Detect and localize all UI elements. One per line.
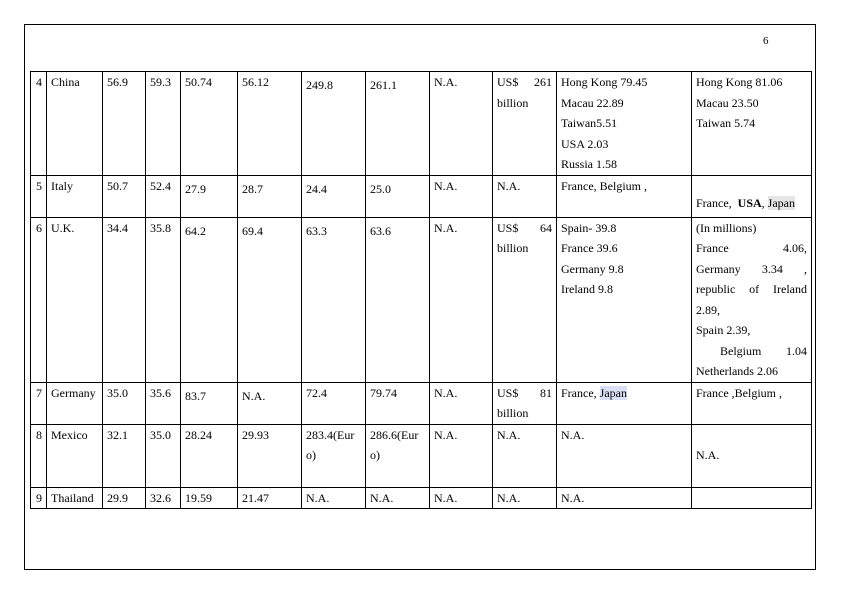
row-number: 9	[31, 487, 47, 509]
value-cell: 24.4	[302, 175, 366, 217]
value-cell: 59.3	[146, 72, 181, 176]
value-cell: 286.6(Eur o)	[366, 424, 430, 487]
value-cell: N.A.	[493, 175, 557, 217]
value-cell: N.A.	[430, 424, 493, 487]
value-cell: 63.6	[366, 217, 430, 382]
highlighted-text: Japan	[767, 195, 795, 210]
country-cell: Germany	[47, 382, 103, 424]
country-cell: Thailand	[47, 487, 103, 509]
value-cell: 28.24	[181, 424, 238, 487]
value-cell: 27.9	[181, 175, 238, 217]
value-cell: 83.7	[181, 382, 238, 424]
value-cell: US$ 261 billion	[493, 72, 557, 176]
partner-list-cell: France ,Belgium ,	[692, 382, 812, 424]
partner-list-cell: N.A.	[557, 487, 692, 509]
row-number: 6	[31, 217, 47, 382]
partner-list-cell: N.A.	[557, 424, 692, 487]
value-cell: 261.1	[366, 72, 430, 176]
partner-list-cell	[692, 487, 812, 509]
value-cell: N.A.	[238, 382, 302, 424]
value-cell: 19.59	[181, 487, 238, 509]
value-cell: 72.4	[302, 382, 366, 424]
value-cell: 56.9	[103, 72, 146, 176]
value-cell: N.A.	[493, 487, 557, 509]
value-cell: US$ 81 billion	[493, 382, 557, 424]
country-cell: Mexico	[47, 424, 103, 487]
value-cell: N.A.	[493, 424, 557, 487]
partner-list-cell: France, Belgium ,	[557, 175, 692, 217]
value-cell: 283.4(Eur o)	[302, 424, 366, 487]
partner-list-cell: N.A.	[692, 424, 812, 487]
value-cell: 50.7	[103, 175, 146, 217]
value-cell: 35.8	[146, 217, 181, 382]
value-cell: 32.6	[146, 487, 181, 509]
value-cell: 52.4	[146, 175, 181, 217]
value-cell: 29.9	[103, 487, 146, 509]
country-cell: U.K.	[47, 217, 103, 382]
partner-list-cell: (In millions) France 4.06, Germany 3.34 , republic of Ireland 2.89, Spain 2.39, Belgium 1.04 Netherlands 2.06	[692, 217, 812, 382]
value-cell: 25.0	[366, 175, 430, 217]
table-row	[31, 424, 812, 487]
value-cell: 56.12	[238, 72, 302, 176]
value-cell: 79.74	[366, 382, 430, 424]
table-row	[31, 72, 812, 176]
value-cell: N.A.	[302, 487, 366, 509]
value-cell: 35.6	[146, 382, 181, 424]
value-cell: N.A.	[366, 487, 430, 509]
value-cell: 35.0	[146, 424, 181, 487]
value-cell: N.A.	[430, 487, 493, 509]
value-cell: 32.1	[103, 424, 146, 487]
table-row	[31, 175, 812, 217]
value-cell: 69.4	[238, 217, 302, 382]
value-cell: 28.7	[238, 175, 302, 217]
value-cell: 50.74	[181, 72, 238, 176]
value-cell: 34.4	[103, 217, 146, 382]
value-cell: N.A.	[430, 217, 493, 382]
table-row	[31, 217, 812, 382]
value-cell: US$ 64 billion	[493, 217, 557, 382]
partner-list-cell: Spain- 39.8 France 39.6 Germany 9.8 Ireland 9.8	[557, 217, 692, 382]
bold-text: USA	[737, 195, 762, 210]
page-number: 6	[763, 35, 769, 47]
country-cell: China	[47, 72, 103, 176]
partner-list-cell: France, Japan	[557, 382, 692, 424]
value-cell: 35.0	[103, 382, 146, 424]
value-cell: 21.47	[238, 487, 302, 509]
value-cell: 63.3	[302, 217, 366, 382]
value-cell: N.A.	[430, 175, 493, 217]
value-cell: 64.2	[181, 217, 238, 382]
value-cell: 249.8	[302, 72, 366, 176]
country-cell: Italy	[47, 175, 103, 217]
value-cell: 29.93	[238, 424, 302, 487]
highlighted-text: Japan	[599, 385, 627, 400]
value-cell: N.A.	[430, 72, 493, 176]
table-row	[31, 382, 812, 424]
value-cell: N.A.	[430, 382, 493, 424]
row-number: 8	[31, 424, 47, 487]
data-table	[30, 71, 812, 509]
row-number: 5	[31, 175, 47, 217]
row-number: 7	[31, 382, 47, 424]
partner-list-cell: Hong Kong 81.06 Macau 23.50 Taiwan 5.74	[692, 72, 812, 176]
partner-list-cell: France, USA, Japan	[692, 175, 812, 217]
partner-list-cell: Hong Kong 79.45 Macau 22.89 Taiwan5.51 USA 2.03 Russia 1.58	[557, 72, 692, 176]
row-number: 4	[31, 72, 47, 176]
table-row	[31, 487, 812, 509]
